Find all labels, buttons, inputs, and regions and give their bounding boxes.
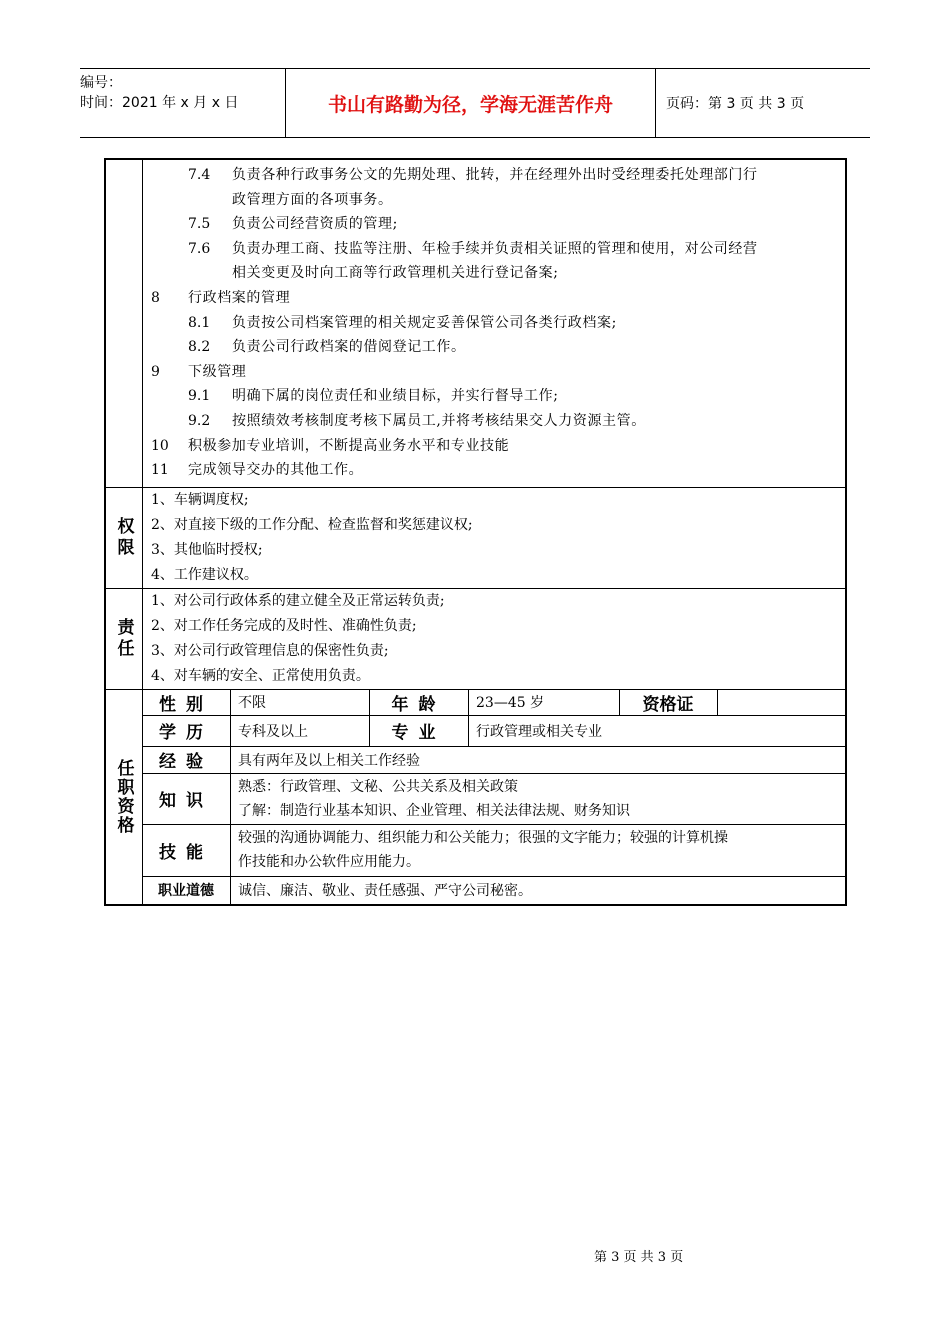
responsibility-item: 1、对公司行政体系的建立健全及正常运转负责; [151,593,445,609]
skills-line: 较强的沟通协调能力、组织能力和公关能力；很强的文字能力；较强的计算机操 [238,830,728,846]
age-value: 23—45 岁 [476,695,545,711]
motto: 书山有路勤为径，学海无涯苦作舟 [285,69,656,137]
authority-label: 权限 [106,487,143,588]
qualification-section [106,689,845,904]
header-meta [80,69,285,137]
experience-value: 具有两年及以上相关工作经验 [238,752,420,769]
duty-number: 10 [151,437,169,454]
job-description-table [104,158,847,906]
skills-line: 作技能和办公软件应用能力。 [238,854,420,870]
duty-number: 8.2 [188,339,211,356]
duty-number: 8 [151,290,160,306]
duty-text: 下级管理 [188,363,247,380]
page-footer: 第 3 页 共 3 页 [594,1250,684,1265]
duty-number: 11 [151,462,169,479]
experience-label: 经验 [159,752,213,772]
page-info: 页码：第 3 页 共 3 页 [666,96,805,112]
authority-section [106,487,845,589]
responsibility-item: 3、对公司行政管理信息的保密性负责; [151,643,389,659]
knowledge-label: 知识 [159,791,213,811]
duty-text: 负责公司经营资质的管理; [232,216,398,233]
knowledge-line: 了解：制造行业基本知识、企业管理、相关法律法规、财务知识 [238,803,630,819]
duty-number: 9.1 [188,388,211,405]
responsibility-label: 责任 [106,588,143,689]
qualification-label: 任职资格 [106,689,143,904]
duty-text: 负责公司行政档案的借阅登记工作。 [232,339,466,356]
authority-item: 2、对直接下级的工作分配、检查监督和奖惩建议权; [151,517,473,533]
major-label: 专业 [391,723,446,743]
duty-number: 9 [151,363,160,380]
ethics-label: 职业道德 [158,883,214,899]
duty-text: 负责办理工商、技监等注册、年检手续并负责相关证照的管理和使用，对公司经营 [232,240,758,257]
age-label: 年龄 [391,694,446,715]
duty-text: 负责各种行政事务公文的先期处理、批转，并在经理外出时受经理委托处理部门行 [232,167,758,183]
duties-label-cell [106,160,143,487]
duty-text: 负责按公司档案管理的相关规定妥善保管公司各类行政档案; [232,314,617,331]
authority-item: 4、工作建议权。 [151,567,258,583]
gender-label: 性别 [159,694,213,715]
duties-section [106,160,845,488]
education-label: 学历 [159,723,213,743]
duty-text: 完成领导交办的其他工作。 [188,462,364,479]
qualification-grid [142,689,845,904]
certificate-label: 资格证 [642,694,694,715]
major-value: 行政管理或相关专业 [476,723,602,740]
page-header [80,68,870,138]
authority-item: 3、其他临时授权; [151,542,263,558]
date-label: 时间：2021 年 x 月 x 日 [80,95,239,111]
number-label: 编号： [80,75,122,91]
duty-text: 积极参加专业培训，不断提高业务水平和专业技能 [188,437,510,454]
duty-text: 相关变更及时向工商等行政管理机关进行登记备案; [232,265,559,282]
duty-number: 7.5 [188,216,211,233]
gender-value: 不限 [238,695,266,711]
duty-number: 7.6 [188,240,211,257]
certificate-value [725,689,845,715]
duty-text: 明确下属的岗位责任和业绩目标，并实行督导工作; [232,388,559,405]
responsibility-item: 2、对工作任务完成的及时性、准确性负责; [151,618,417,634]
knowledge-line: 熟悉：行政管理、文秘、公共关系及相关政策 [238,779,518,795]
responsibility-item: 4、对车辆的安全、正常使用负责。 [151,668,370,684]
duty-text: 按照绩效考核制度考核下属员工,并将考核结果交人力资源主管。 [232,413,646,429]
duty-text: 行政档案的管理 [188,290,291,306]
responsibility-section [106,588,845,690]
duty-number: 9.2 [188,413,211,429]
duty-text: 政管理方面的各项事务。 [232,191,393,208]
duty-number: 8.1 [188,314,211,331]
ethics-value: 诚信、廉洁、敬业、责任感强、严守公司秘密。 [238,883,532,899]
authority-item: 1、车辆调度权; [151,492,249,508]
skills-label: 技能 [159,842,213,863]
education-value: 专科及以上 [238,723,308,740]
duty-number: 7.4 [188,167,211,183]
